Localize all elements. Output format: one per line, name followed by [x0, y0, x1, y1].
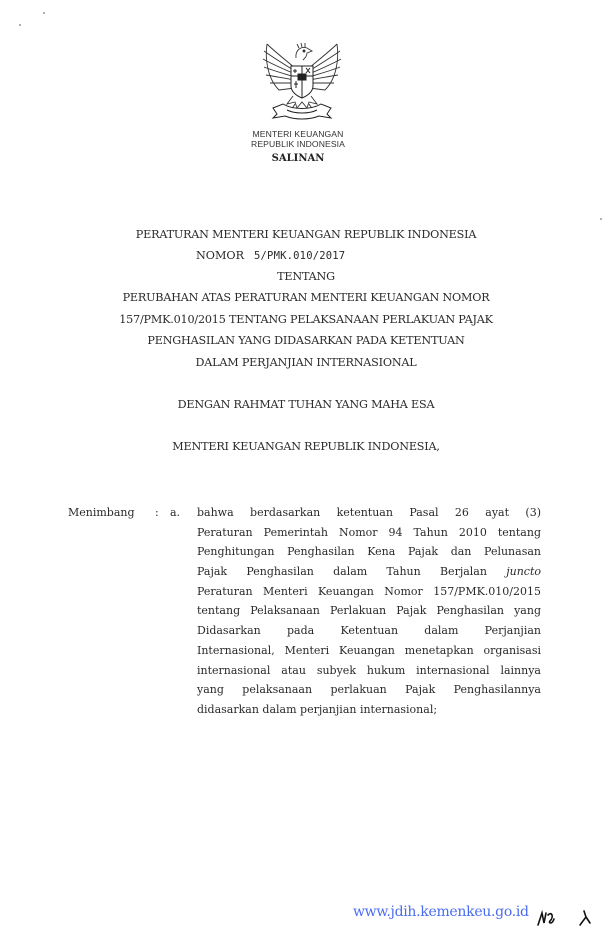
- item-marker: a.: [170, 506, 181, 519]
- garuda-emblem-icon: [255, 38, 349, 124]
- menimbang-colon: :: [155, 506, 159, 519]
- consideration-a-text: [197, 503, 541, 720]
- text-line: yang pelaksanaan perlakuan Pajak Penghasilannya: [197, 683, 541, 697]
- menimbang-label: Menimbang: [68, 506, 135, 519]
- text-fragment: Pajak Penghasilan dalam Tahun Berjalan: [197, 565, 487, 579]
- nomor-value: 5/PMK.010/2017: [254, 250, 346, 262]
- regulation-title: PERATURAN MENTERI KEUANGAN REPUBLIK INDONESIA: [135, 228, 477, 241]
- scan-speck: [43, 12, 45, 14]
- invocation: DENGAN RAHMAT TUHAN YANG MAHA ESA: [177, 398, 435, 411]
- text-line: internasional atau subyek hukum internasional lainnya: [197, 663, 541, 677]
- scan-speck: [600, 218, 602, 220]
- subject-line: PERUBAHAN ATAS PERATURAN MENTERI KEUANGAN NOMOR: [122, 291, 490, 304]
- juncto-italic: juncto: [506, 565, 541, 579]
- paraf-signature-icon: [536, 903, 596, 929]
- text-line: bahwa berdasarkan ketentuan Pasal 26 ayat (3): [197, 506, 541, 519]
- authority: MENTERI KEUANGAN REPUBLIK INDONESIA,: [172, 440, 440, 453]
- regulation-number: [196, 249, 345, 262]
- text-line: Peraturan Pemerintah Nomor 94 Tahun 2010 tentang: [197, 525, 541, 539]
- text-line: Internasional, Menteri Keuangan menetapkan organisasi: [197, 643, 541, 657]
- text-line: Peraturan Menteri Keuangan Nomor 157/PMK.010/2015: [197, 584, 541, 598]
- subject-line: PENGHASILAN YANG DIDASARKAN PADA KETENTUAN: [147, 334, 465, 347]
- nomor-label: NOMOR: [196, 249, 245, 262]
- tentang-heading: TENTANG: [277, 270, 335, 283]
- subject-line: 157/PMK.010/2015 TENTANG PELAKSANAAN PERLAKUAN PAJAK: [119, 313, 493, 326]
- subject-line: DALAM PERJANJIAN INTERNASIONAL: [195, 356, 417, 369]
- ministry-name-line1: MENTERI KEUANGAN: [252, 129, 344, 139]
- text-line: Didasarkan pada Ketentuan dalam Perjanjian: [197, 624, 541, 638]
- text-line: didasarkan dalam perjanjian internasional;: [197, 702, 438, 716]
- text-line: Penghitungan Penghasilan Kena Pajak dan Pelunasan: [197, 545, 541, 559]
- jdih-website-link[interactable]: www.jdih.kemenkeu.go.id: [353, 904, 529, 920]
- copy-stamp: SALINAN: [271, 153, 325, 164]
- scan-speck: [19, 24, 21, 26]
- ministry-name-line2: REPUBLIK INDONESIA: [251, 139, 345, 149]
- text-line: tentang Pelaksanaan Perlakuan Pajak Penghasilan yang: [197, 604, 541, 618]
- text-line: [197, 562, 541, 582]
